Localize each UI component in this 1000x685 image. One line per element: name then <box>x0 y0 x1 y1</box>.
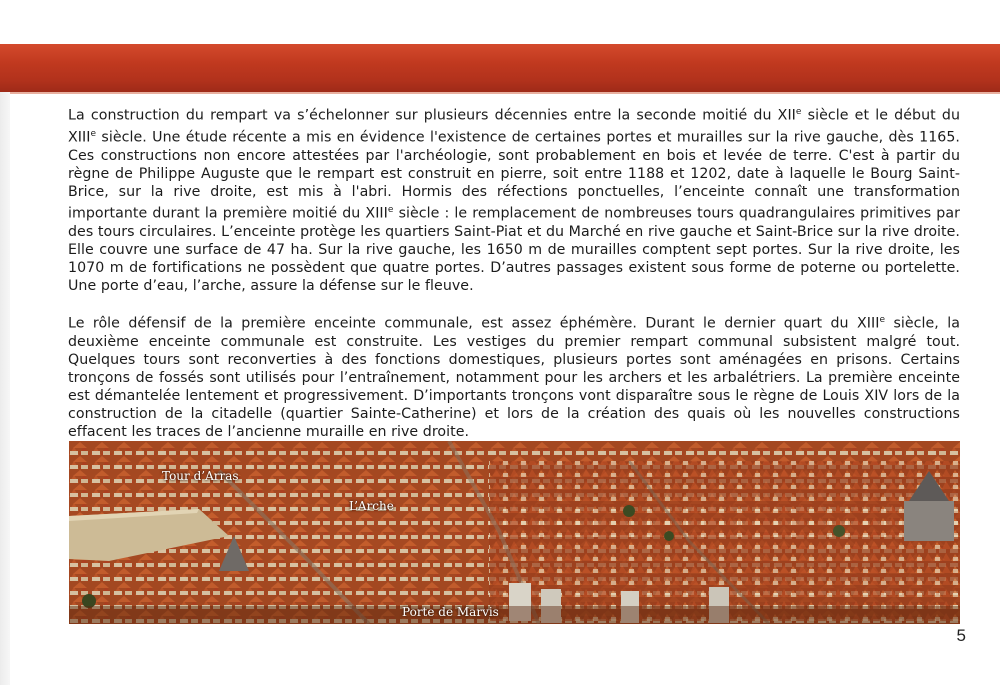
label-porte-marvis: Porte de Marvis <box>402 605 499 619</box>
header-band <box>0 44 1000 92</box>
page-spine-shadow <box>0 92 10 685</box>
paragraph-1: La construction du rempart va s’échelonner sur plusieurs décennies entre la seconde moitié du XIIe siècle et le début du XIIIe siècle. Une étude récente a mis en évidence l'existence de certaines portes et murailles sur la rive gauche, dès 1165. Ces constructions non encore attestées par l'archéologie, sont probablement en bois et levée de terre. C'est à partir du règne de Philippe Auguste que le rempart est construit en pierre, soit entre 1188 et 1202, date à laquelle le Bourg Saint-Brice, sur la rive droite, est mis à l'abri. Hormis des réfections ponctuelles, l’enceinte connaît une transformation importante durant la première moitié du XIIIe siècle : le remplacement de nombreuses tours quadrangulaires primitives par des tours circulaires. L’enceinte protège les quartiers Saint-Piat et du Marché en rive gauche et Saint-Brice sur la rive droite. Elle couvre une surface de 47 ha. Sur la rive gauche, les 1650 m de murailles comptent sept portes. Sur la rive droite, les 1070 m de fortifications ne possèdent que quatre portes. D’autres passages existent sous forme de poterne ou portelette. Une porte d’eau, l’arche, assure la défense sur le fleuve. <box>68 107 960 295</box>
city-model-photo <box>69 441 960 624</box>
label-arche: L’Arche <box>349 499 394 513</box>
paragraph-2: Le rôle défensif de la première enceinte communale, est assez éphémère. Durant le dernier quart du XIIIe siècle, la deuxième enceinte communale est construite. Les vestiges du premier rempart communal subsistent malgré tout. Quelques tours sont reconverties à des fonctions domestiques, plusieurs portes sont aménagées en prisons. Certains tronçons de fossés sont utilisés pour l’entraînement, notamment pour les archers et les arbalétriers. La première enceinte est démantelée lentement et progressivement. D’importants tronçons vont disparaître sous le règne de Louis XIV lors de la construction de la citadelle (quartier Sainte-Catherine) et lors de la création des quais où les nouvelles constructions effacent les traces de l’ancienne muraille en rive droite. <box>68 315 960 441</box>
page-number: 5 <box>956 626 966 645</box>
label-tour-arras: Tour d’Arras <box>162 469 239 483</box>
